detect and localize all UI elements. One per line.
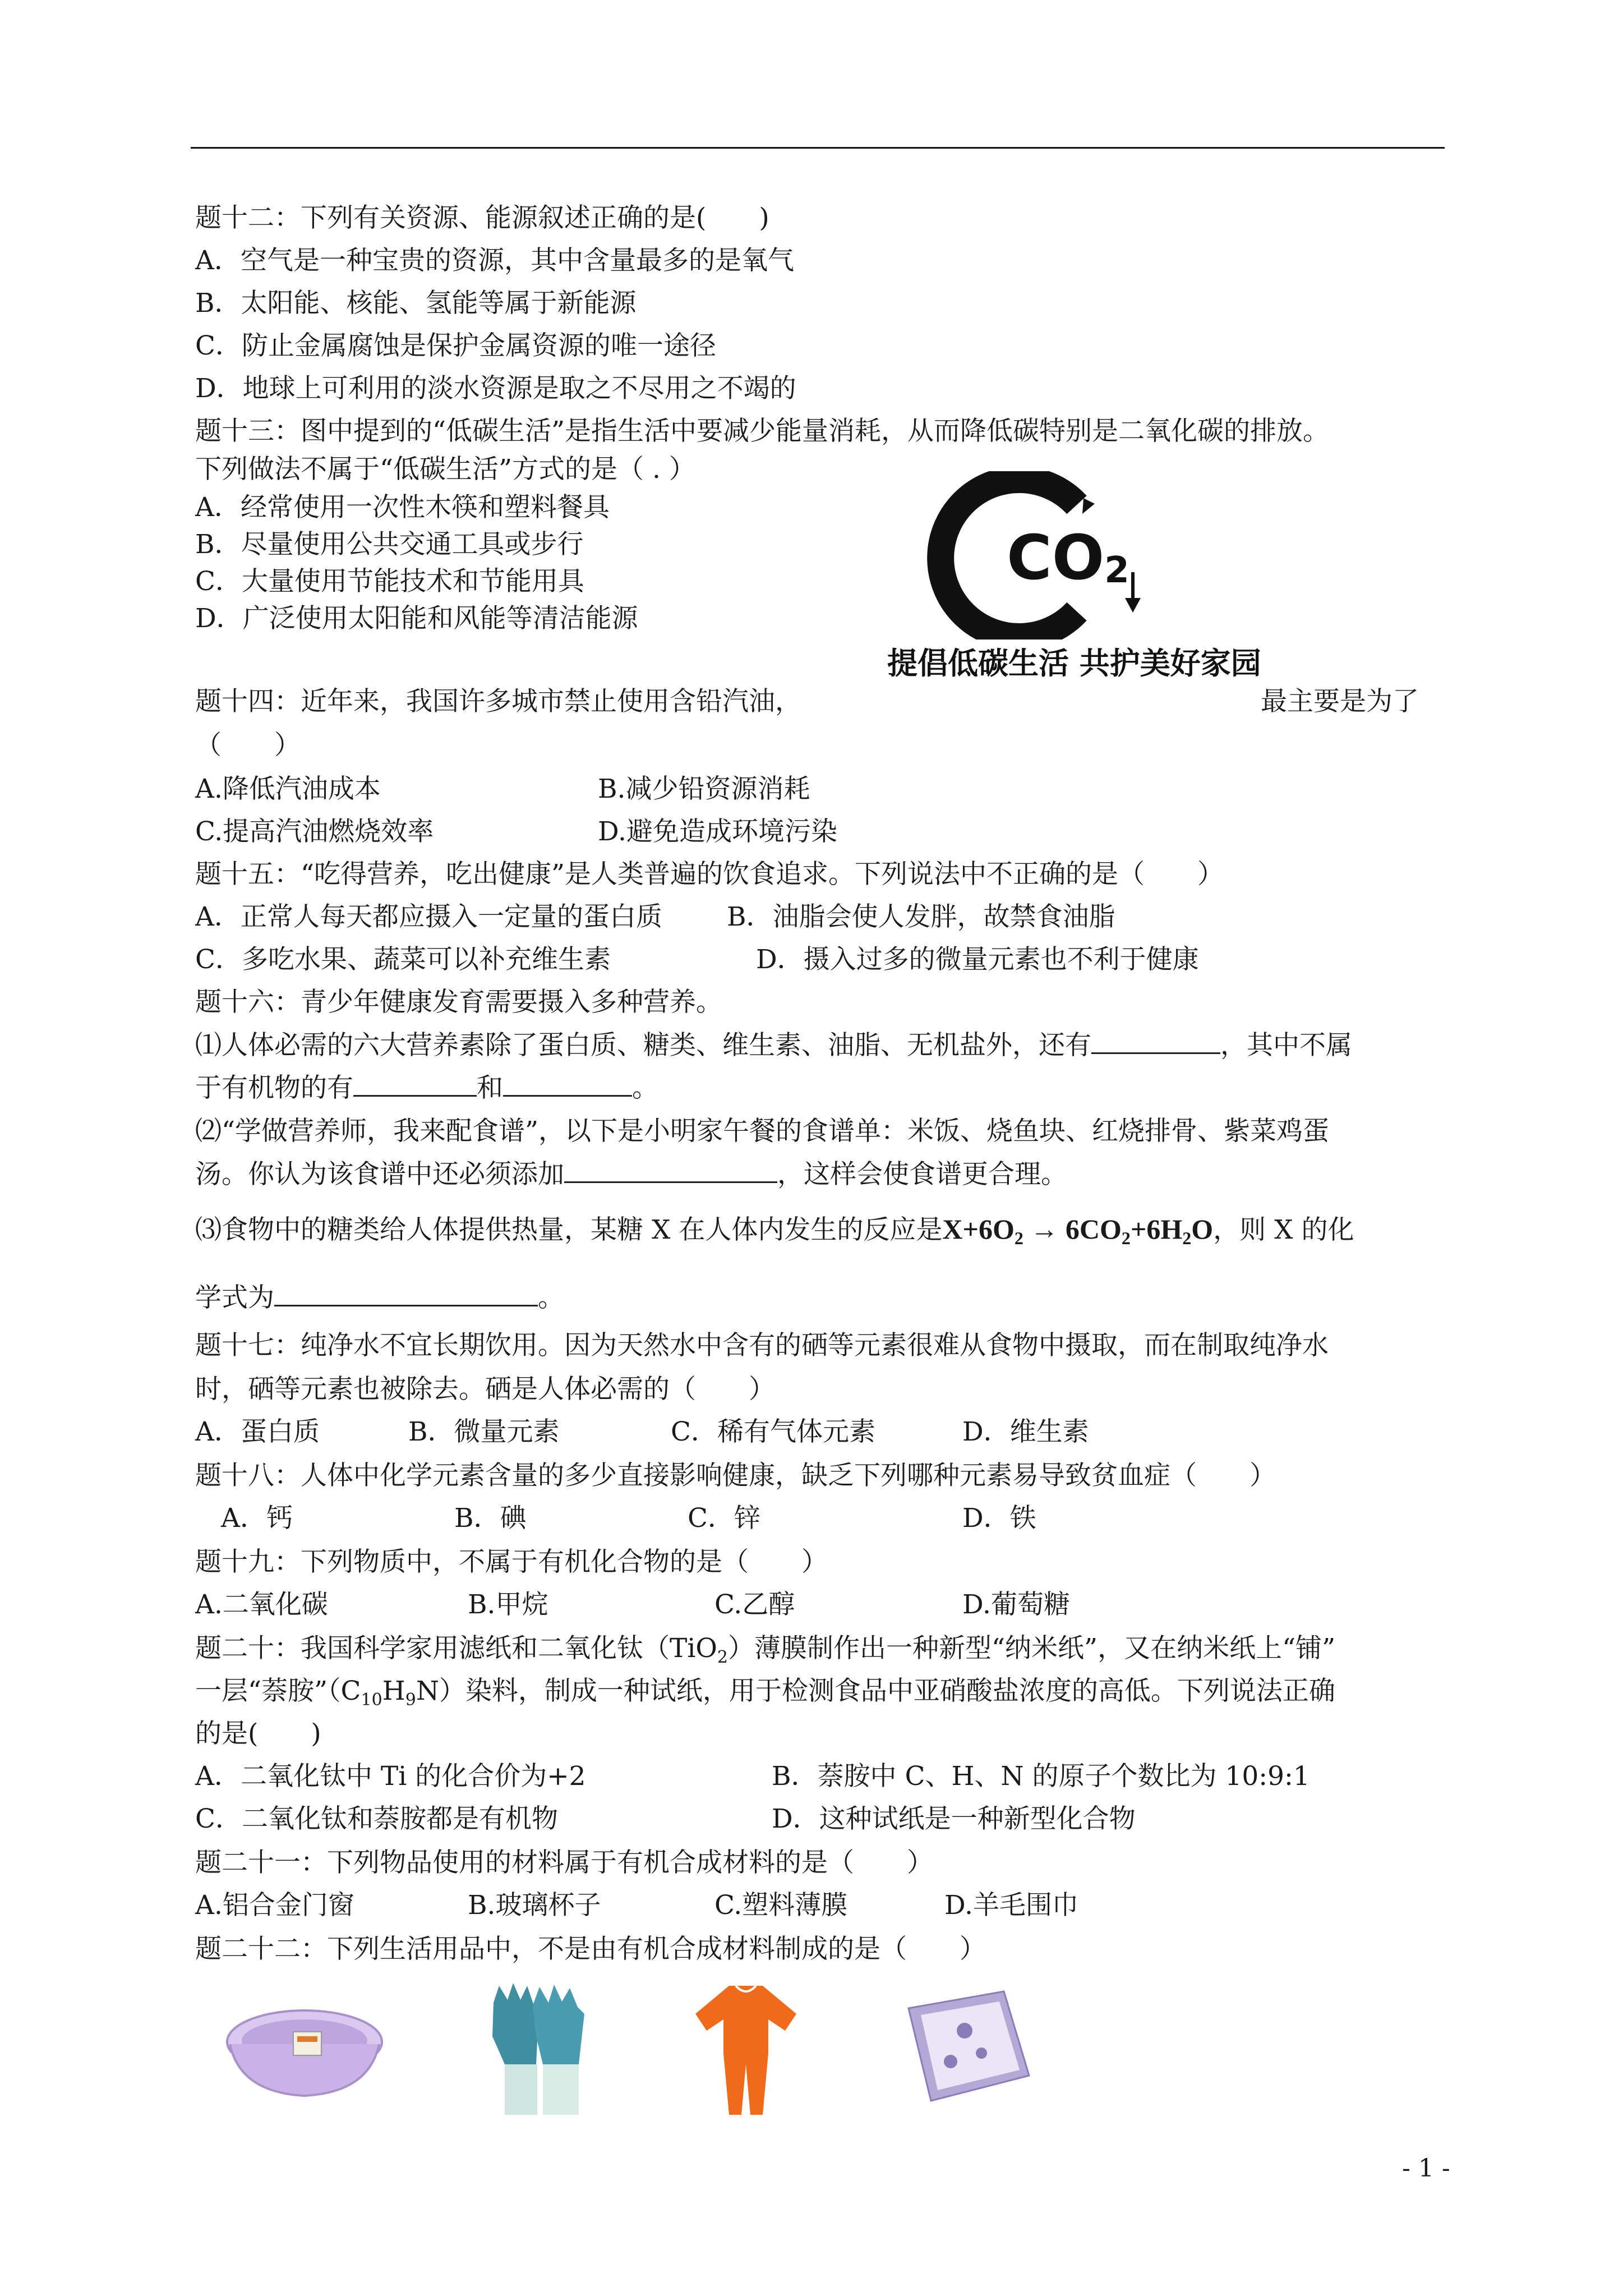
q18-stem: 题十八：人体中化学元素含量的多少直接影响健康，缺乏下列哪种元素易导致贫血症（ ）	[195, 1460, 1276, 1491]
q18-option-d: D．铁	[962, 1503, 1036, 1534]
q14-option-a: A.降低汽油成本	[195, 774, 381, 804]
q17-option-c: C．稀有气体元素	[671, 1416, 875, 1447]
q21-option-d: D.羊毛围巾	[944, 1890, 1078, 1921]
q19-option-a: A.二氧化碳	[195, 1589, 328, 1620]
q16-part3-line1: ⑶食物中的糖类给人体提供热量，某糖 X 在人体内发生的反应是$X+6O_2 \to 6CO_2+6H_2O$，则 X 的化	[195, 1213, 1354, 1248]
q20-stem-line2: 一层“萘胺$”(C_{10}H_9N)$染料，制成一种试纸，用于检测食品中亚硝酸盐浓度的高低。下列说法正确	[195, 1676, 1335, 1710]
q16-blank-inorganic-1[interactable]	[353, 1070, 477, 1097]
q14-option-b: B.减少铅资源消耗	[598, 774, 810, 804]
q18-option-c: C．锌	[688, 1503, 760, 1534]
q13-option-d: D．广泛使用太阳能和风能等清洁能源	[195, 603, 638, 634]
q13-option-b: B．尽量使用公共交通工具或步行	[195, 529, 584, 560]
q17-option-b: B．微量元素	[408, 1416, 560, 1447]
q12-stem: 题十二：下列有关资源、能源叙述正确的是( )	[195, 203, 769, 233]
q16-stem: 题十六：青少年健康发育需要摄入多种营养。	[195, 987, 722, 1018]
q12-option-d: D．地球上可利用的淡水资源是取之不尽用之不竭的	[195, 373, 796, 404]
q20-option-c: C．二氧化钛和萘胺都是有机物	[195, 1803, 558, 1834]
q16-part2-line1: ⑵“学做营养师，我来配食谱”，以下是小明家午餐的食谱单：米饭、烧鱼块、红烧排骨、紫菜鸡蛋	[195, 1116, 1330, 1147]
q17-option-d: D．维生素	[962, 1416, 1089, 1447]
q21-option-b: B.玻璃杯子	[468, 1890, 601, 1921]
q14-stem-right: 最主要是为了	[1261, 686, 1419, 717]
q14-paren: （ ）	[195, 730, 301, 761]
q19-stem: 题十九：下列物质中，不属于有机化合物的是（ ）	[195, 1547, 828, 1577]
q20-option-b: B．萘胺中 C、H、N 的原子个数比为 10:9:1	[772, 1761, 1310, 1792]
q17-option-a: A．蛋白质	[195, 1416, 320, 1447]
logo-co-sub: 2	[1104, 550, 1129, 591]
q21-option-a: A.铝合金门窗	[195, 1890, 354, 1921]
logo-co-text: CO	[1007, 522, 1105, 593]
q19-option-c: C.乙醇	[714, 1589, 795, 1620]
q18-option-a: A．钙	[221, 1503, 293, 1534]
q12-option-a: A．空气是一种宝贵的资源，其中含量最多的是氧气	[195, 245, 794, 276]
q12-option-c: C．防止金属腐蚀是保护金属资源的唯一途径	[195, 330, 716, 361]
q20-option-d: D．这种试纸是一种新型化合物	[772, 1803, 1136, 1834]
q15-option-c: C．多吃水果、蔬菜可以补充维生素	[195, 944, 611, 975]
q15-option-a: A．正常人每天都应摄入一定量的蛋白质	[195, 901, 662, 932]
down-arrow-icon	[1125, 598, 1141, 613]
q16-part1-line2: 于有机物的有 和 。	[195, 1070, 658, 1106]
q19-option-b: B.甲烷	[468, 1589, 548, 1620]
logo-slogan: 提倡低碳生活 共护美好家园	[887, 646, 1261, 681]
q15-option-b: B．油脂会使人发胖，故禁食油脂	[727, 901, 1115, 932]
q21-option-c: C.塑料薄膜	[714, 1890, 848, 1921]
q20-stem-line1: 题二十：我国科学家用滤纸和二氧化钛（TiO$_2$）薄膜制作出一种新型“纳米纸”，又在纳米纸上“铺”	[195, 1633, 1336, 1667]
plastic-basin-icon	[223, 1997, 386, 2104]
q16-blank-formula[interactable]	[274, 1280, 538, 1306]
q16-blank-nutrient[interactable]	[1091, 1028, 1220, 1054]
q15-stem: 题十五：“吃得营养，吃出健康”是人类普遍的饮食追求。下列说法中不正确的是（ ）	[195, 859, 1224, 890]
q13-option-c: C．大量使用节能技术和节能用具	[195, 566, 584, 597]
q16-part1-line1: ⑴人体必需的六大营养素除了蛋白质、糖类、维生素、油脂、无机盐外，还有 ，其中不属	[195, 1028, 1352, 1063]
q19-option-d: D.葡萄糖	[962, 1589, 1070, 1620]
handkerchief-icon	[892, 1986, 1038, 2109]
q17-stem-line2: 时，硒等元素也被除去。硒是人体必需的（ ）	[195, 1374, 775, 1405]
low-carbon-logo	[886, 471, 1261, 684]
q14-option-c: C.提高汽油燃烧效率	[195, 816, 434, 847]
q13-option-a: A．经常使用一次性木筷和塑料餐具	[195, 492, 610, 523]
q20-option-a: A．二氧化钛中 Ti 的化合价为+2	[195, 1761, 586, 1792]
q22-stem: 题二十二：下列生活用品中，不是由有机合成材料制成的是（ ）	[195, 1934, 986, 1964]
q21-stem: 题二十一：下列物品使用的材料属于有机合成材料的是（ ）	[195, 1847, 933, 1878]
q17-stem-line1: 题十七：纯净水不宜长期饮用。因为天然水中含有的硒等元素很难从食物中摄取，而在制取纯净水	[195, 1330, 1329, 1361]
q16-blank-food[interactable]	[564, 1157, 777, 1183]
q16-blank-inorganic-2[interactable]	[503, 1070, 632, 1097]
q15-option-d: D．摄入过多的微量元素也不利于健康	[756, 944, 1199, 975]
q12-option-b: B．太阳能、核能、氢能等属于新能源	[195, 288, 637, 319]
header-rule	[191, 147, 1445, 149]
q20-stem-line3: 的是( )	[195, 1718, 321, 1749]
child-clothes-icon	[690, 1980, 802, 2120]
q16-part2-line2: 汤。你认为该食谱中还必须添加 ，这样会使食谱更合理。	[195, 1157, 1067, 1192]
page-number: - 1 -	[1402, 2154, 1450, 2183]
q13-stem-line1: 题十三：图中提到的“低碳生活”是指生活中要减少能量消耗，从而降低碳特别是二氧化碳的排放。	[195, 416, 1330, 447]
q18-option-b: B．碘	[454, 1503, 527, 1534]
reaction-equation: $X+6O_2 \to 6CO_2+6H_2O$	[942, 1213, 1214, 1248]
q13-stem-line2: 下列做法不属于“低碳生活”方式的是（ . ）	[195, 454, 695, 485]
rubber-gloves-icon	[482, 1980, 594, 2120]
q14-option-d: D.避免造成环境污染	[598, 816, 837, 847]
q16-part3-line2: 学式为 。	[195, 1280, 564, 1315]
q14-stem-left: 题十四：近年来，我国许多城市禁止使用含铅汽油，	[195, 686, 801, 717]
